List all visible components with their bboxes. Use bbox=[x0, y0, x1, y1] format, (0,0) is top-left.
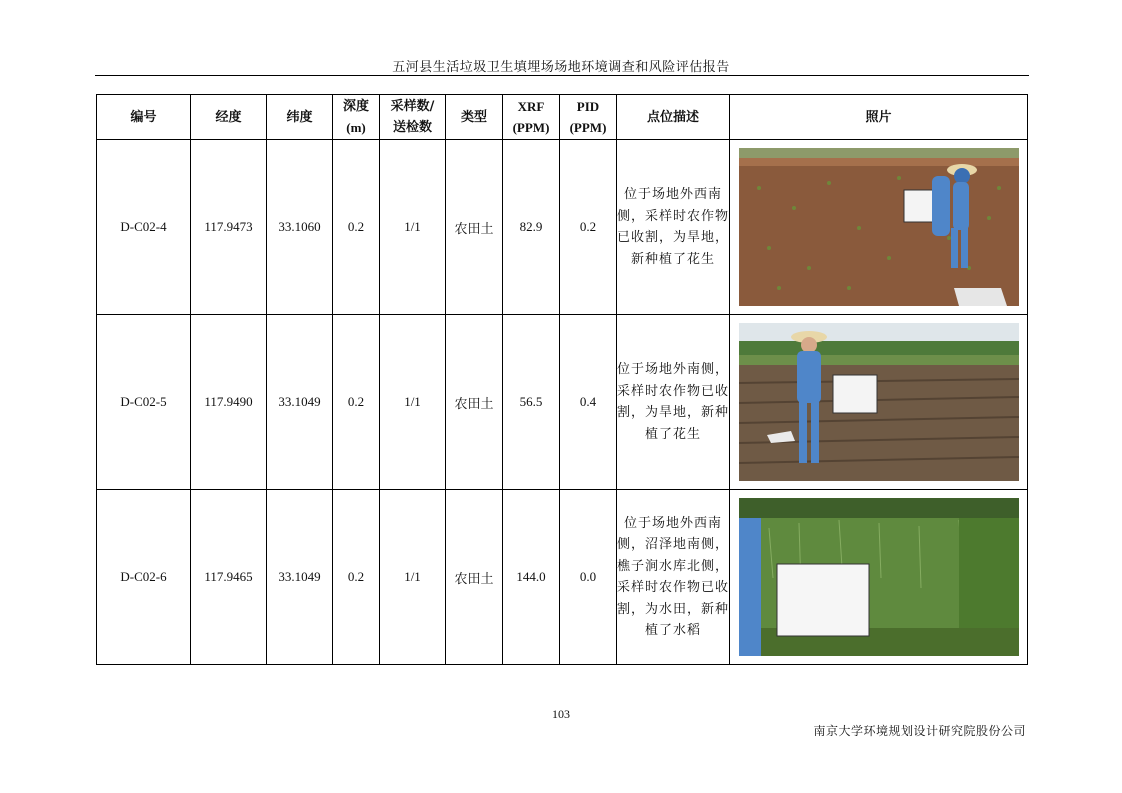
col-header-photo: 照片 bbox=[730, 95, 1028, 140]
table-row bbox=[97, 490, 1028, 665]
sampling-table bbox=[96, 94, 1028, 665]
col-header-desc: 点位描述 bbox=[617, 95, 730, 140]
cell-xrf: 56.5 bbox=[503, 315, 560, 490]
cell-depth: 0.2 bbox=[333, 140, 380, 315]
col-header-samples: 采样数/ 送检数 bbox=[380, 95, 446, 140]
col-header-lat: 纬度 bbox=[267, 95, 333, 140]
cell-id: D-C02-4 bbox=[97, 140, 191, 315]
cell-description: 位于场地外西南侧，采样时农作物已收割，为旱地，新种植了花生 bbox=[617, 140, 730, 315]
col-header-id: 编号 bbox=[97, 95, 191, 140]
cell-lon: 117.9490 bbox=[191, 315, 267, 490]
cell-samples: 1/1 bbox=[380, 140, 446, 315]
cell-photo bbox=[730, 315, 1028, 490]
cell-description: 位于场地外西南侧，沼泽地南侧，樵子涧水库北侧，采样时农作物已收割，为水田，新种植了水稻 bbox=[617, 490, 730, 665]
cell-type: 农田土 bbox=[446, 140, 503, 315]
rice-paddy-photo-icon bbox=[739, 498, 1019, 656]
cell-lon: 117.9473 bbox=[191, 140, 267, 315]
col-header-depth: 深度 (m) bbox=[333, 95, 380, 140]
cell-description: 位于场地外南侧，采样时农作物已收割，为旱地，新种植了花生 bbox=[617, 315, 730, 490]
cell-depth: 0.2 bbox=[333, 490, 380, 665]
col-header-pid: PID (PPM) bbox=[560, 95, 617, 140]
cell-pid: 0.4 bbox=[560, 315, 617, 490]
col-header-lon: 经度 bbox=[191, 95, 267, 140]
cell-lat: 33.1049 bbox=[267, 490, 333, 665]
header-divider bbox=[95, 75, 1029, 76]
cell-xrf: 82.9 bbox=[503, 140, 560, 315]
cell-photo bbox=[730, 490, 1028, 665]
cell-photo bbox=[730, 140, 1028, 315]
cell-samples: 1/1 bbox=[380, 315, 446, 490]
cell-lon: 117.9465 bbox=[191, 490, 267, 665]
cell-id: D-C02-5 bbox=[97, 315, 191, 490]
report-title: 五河县生活垃圾卫生填埋场场地环境调查和风险评估报告 bbox=[392, 60, 730, 75]
table-header-row bbox=[97, 95, 1028, 140]
col-header-type: 类型 bbox=[446, 95, 503, 140]
cell-lat: 33.1060 bbox=[267, 140, 333, 315]
page-number: 103 bbox=[552, 707, 570, 721]
col-header-xrf: XRF (PPM) bbox=[503, 95, 560, 140]
cell-type: 农田土 bbox=[446, 315, 503, 490]
field-photo-icon bbox=[739, 323, 1019, 481]
table-row bbox=[97, 140, 1028, 315]
cell-id: D-C02-6 bbox=[97, 490, 191, 665]
cell-pid: 0.0 bbox=[560, 490, 617, 665]
cell-samples: 1/1 bbox=[380, 490, 446, 665]
cell-xrf: 144.0 bbox=[503, 490, 560, 665]
cell-type: 农田土 bbox=[446, 490, 503, 665]
cell-depth: 0.2 bbox=[333, 315, 380, 490]
cell-lat: 33.1049 bbox=[267, 315, 333, 490]
field-photo-icon bbox=[739, 148, 1019, 306]
table-row bbox=[97, 315, 1028, 490]
footer-organization: 南京大学环境规划设计研究院股份公司 bbox=[813, 724, 1026, 738]
cell-pid: 0.2 bbox=[560, 140, 617, 315]
